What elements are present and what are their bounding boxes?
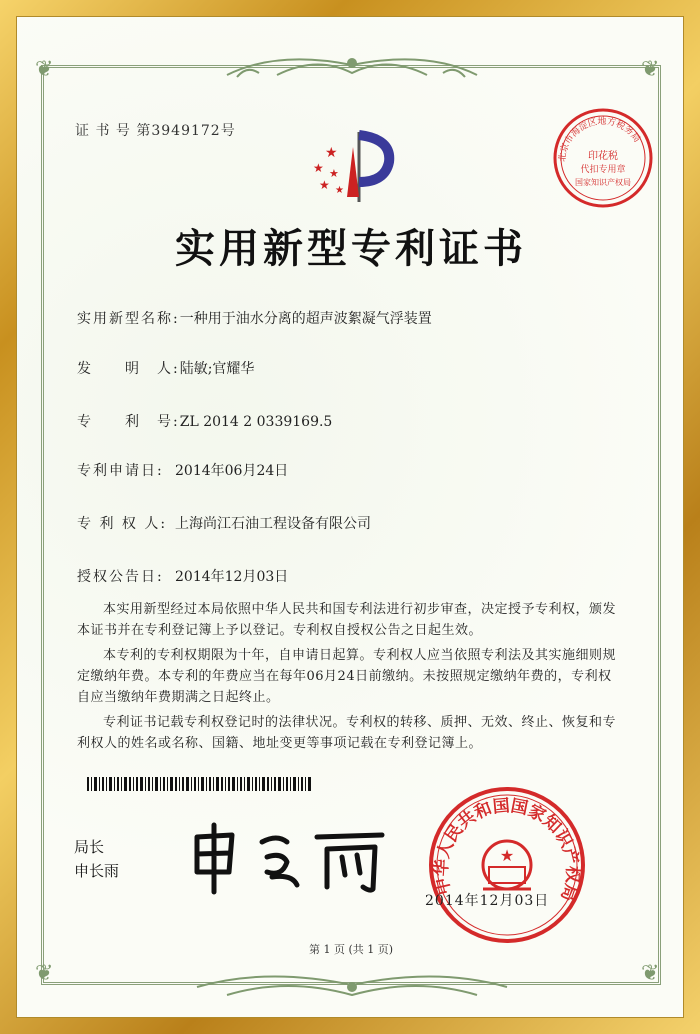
field-utility-name: 实用新型名称:一种用于油水分离的超声波絮凝气浮装置 bbox=[77, 311, 432, 327]
svg-text:印花税: 印花税 bbox=[588, 151, 618, 162]
corner-ornament-tl: ❦ bbox=[35, 57, 54, 82]
tax-seal bbox=[552, 107, 654, 209]
svg-text:★: ★ bbox=[319, 178, 330, 192]
patent-office-logo bbox=[307, 127, 397, 207]
certificate-title: 实用新型专利证书 bbox=[175, 225, 527, 272]
bottom-ornament bbox=[187, 967, 517, 1007]
svg-text:中华人民共和国国家知识产权局: 中华人民共和国国家知识产权局 bbox=[431, 796, 583, 904]
paragraph-legal-status: 专利证书记载专利权登记时的法律状况。专利权的转移、质押、无效、终止、恢复和专利权人的姓名或名称、国籍、地址变更等事项记载在专利登记簿上。 bbox=[77, 715, 617, 751]
svg-text:★: ★ bbox=[499, 846, 515, 865]
field-patent-number: 专 利 号:ZL 2014 2 0339169.5 bbox=[77, 414, 333, 430]
seal-date: 2014年12月03日 bbox=[425, 893, 550, 909]
svg-text:★: ★ bbox=[325, 145, 338, 161]
field-inventor: 发 明 人:陆敏;官耀华 bbox=[77, 361, 255, 377]
top-ornament bbox=[217, 45, 487, 85]
field-application-date: 专利申请日: 2014年06月24日 bbox=[77, 463, 289, 479]
paragraph-examination: 本实用新型经过本局依照中华人民共和国专利法进行初步审查，决定授予专利权，颁发本证书并在专利登记簿上予以登记。专利权自授权公告之日起生效。 bbox=[77, 602, 617, 638]
page-number: 第 1 页 (共 1 页) bbox=[308, 943, 394, 956]
director-block bbox=[74, 835, 119, 883]
svg-text:北京市海淀区地方税务局: 北京市海淀区地方税务局 bbox=[557, 116, 642, 163]
corner-ornament-br: ❦ bbox=[641, 961, 660, 986]
field-grant-date: 授权公告日: 2014年12月03日 bbox=[77, 569, 289, 585]
corner-ornament-bl: ❦ bbox=[35, 961, 54, 986]
field-patentee: 专 利 权 人: 上海尚江石油工程设备有限公司 bbox=[77, 516, 371, 532]
paragraph-term: 本专利的专利权期限为十年，自申请日起算。专利权人应当依照专利法及其实施细则规定缴纳年费。本专利的年费应当在每年06月24日前缴纳。未按照规定缴纳年费的，专利权自应当缴纳年费期满之日起终止。 bbox=[77, 648, 617, 705]
handwritten-signature bbox=[177, 817, 392, 897]
svg-text:国家知识产权局: 国家知识产权局 bbox=[575, 178, 631, 187]
svg-text:★: ★ bbox=[335, 185, 344, 196]
certificate-paper bbox=[16, 16, 684, 1018]
barcode bbox=[87, 777, 312, 791]
certificate-number: 证 书 号 第3949172号 bbox=[75, 123, 236, 139]
sipo-official-seal bbox=[427, 785, 587, 945]
svg-text:★: ★ bbox=[329, 167, 339, 180]
svg-text:★: ★ bbox=[313, 161, 324, 175]
director-title: 局长 bbox=[74, 838, 105, 856]
corner-ornament-tr: ❦ bbox=[641, 57, 660, 82]
svg-text:代扣专用章: 代扣专用章 bbox=[580, 165, 626, 175]
director-name: 申长雨 bbox=[74, 862, 120, 880]
